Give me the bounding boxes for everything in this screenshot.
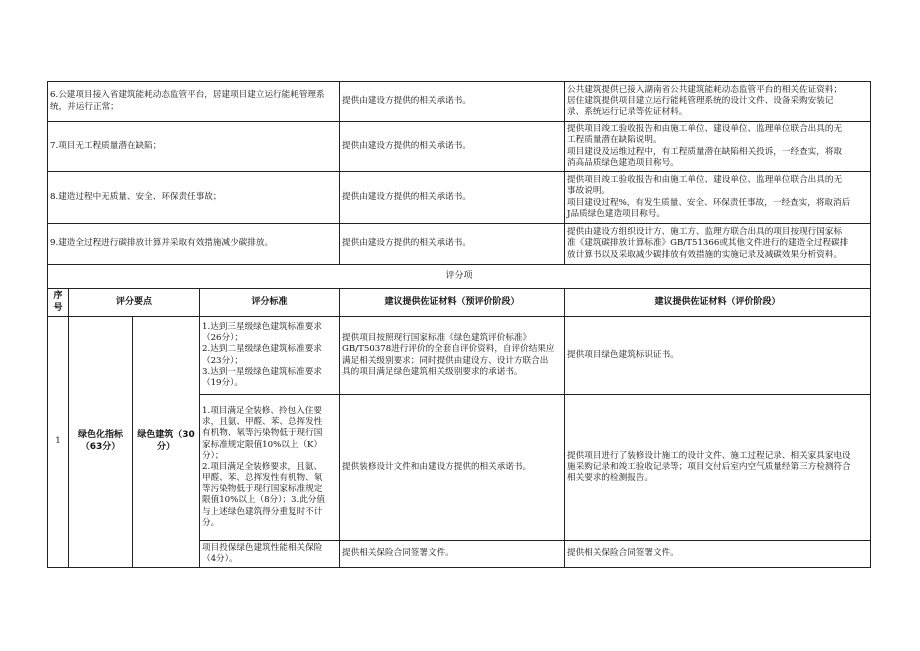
header-row <box>48 289 871 317</box>
score-criteria: 项目投保绿色建筑性能相关保险 （4分）。 <box>200 541 340 568</box>
score-subcategory: 绿色建筑（30分） <box>133 317 200 568</box>
score-criteria: 1.项目满足全装修、拎包入住要 求，且氨、甲醛、苯、总挥发性 有机物、氡等污染物低于现行国 家标准规定限值10%以上（K） 分）； 2.项目满足全装修要求，且氨、 甲醛、苯、总挥发性有机物、氡 等污染物低于现行国家标准规定 限值10%以上（8分）；3.此分值 与上述绿色建筑得分重复时不计 分。 <box>200 395 340 541</box>
prereq-row <box>48 82 871 122</box>
header-pre: 建议提供佐证材料（预评价阶段） <box>340 289 565 317</box>
score-row <box>48 317 871 395</box>
prereq-pre-evidence: 提供由建设方提供的相关承诺书。 <box>340 82 565 122</box>
prereq-item: 7.项目无工程质量潜在缺陷； <box>48 122 340 172</box>
score-pre-evidence: 提供相关保险合同签署文件。 <box>340 541 565 568</box>
header-eval: 建议提供佐证材料（评价阶段） <box>565 289 871 317</box>
score-pre-evidence: 提供项目按照现行国家标准《绿色建筑评价标准》 GB/T50378进行评价的全套自评价资料，自评价结果应 满足相关级别要求；同时提供由建设方、设计方联合出 具的项目满足绿色建筑相关级别要求的承诺书。 <box>340 317 565 395</box>
prereq-pre-evidence: 提供由建设方提供的相关承诺书。 <box>340 122 565 172</box>
prereq-eval-evidence: 提供由建设方组织设计方、施工方、监理方联合出具的项目按现行国家标 准《建筑碳排放计算标准》GB/T51366或其他文件进行的建造全过程碳排 放计算书以及采取减少碳排放有效措施的实施记录及减碳效果分析资料。 <box>565 224 871 265</box>
criteria-table <box>47 81 871 568</box>
header-points: 评分要点 <box>69 289 200 317</box>
prereq-eval-evidence: 提供项目竣工验收报告和由施工单位、建设单位、监理单位联合出具的无 事故说明。 项目建设过程%，有发生质量、安全、环保责任事故，一经查实，将取消后 J品质绿色建造项目称号。 <box>565 172 871 224</box>
score-category: 绿色化指标（63分） <box>69 317 133 568</box>
score-eval-evidence: 提供相关保险合同签署文件。 <box>565 541 871 568</box>
header-seq: 序号 <box>48 289 69 317</box>
score-eval-evidence: 提供项目绿色建筑标识证书。 <box>565 317 871 395</box>
prereq-row <box>48 172 871 224</box>
prereq-item: 8.建造过程中无质量、安全、环保责任事故； <box>48 172 340 224</box>
prereq-pre-evidence: 提供由建设方提供的相关承诺书。 <box>340 172 565 224</box>
prereq-row <box>48 122 871 172</box>
prereq-eval-evidence: 提供项目竣工验收报告和由施工单位、建设单位、监理单位联合出具的无 工程质量潜在缺陷说明。 项目建设及运维过程中，有工程质量潜在缺陷相关投诉，一经查实，将取 消高品质绿色建造项目称号。 <box>565 122 871 172</box>
score-criteria: 1.达到三星级绿色建筑标准要求 （26分）； 2.达到二星级绿色建筑标准要求 （23分）； 3.达到一星级绿色建筑标准要求 （19分）。 <box>200 317 340 395</box>
header-criteria: 评分标准 <box>200 289 340 317</box>
prereq-row <box>48 224 871 265</box>
prereq-item: 9.建造全过程进行碳排放计算并采取有效措施减少碳排放。 <box>48 224 340 265</box>
score-pre-evidence: 提供装修设计文件和由建设方提供的相关承诺书。 <box>340 395 565 541</box>
section-title-row <box>48 265 871 289</box>
prereq-pre-evidence: 提供由建设方提供的相关承诺书。 <box>340 224 565 265</box>
score-eval-evidence: 提供项目进行了装修设计施工的设计文件、施工过程记录、相关家具家电设 施采购记录和竣工验收记录等；项目交付后室内空气质量经第三方检测符合 相关要求的检测报告。 <box>565 395 871 541</box>
section-title: 评分项 <box>48 265 871 289</box>
score-seq: 1 <box>48 317 69 568</box>
prereq-eval-evidence: 公共建筑提供已接入湖南省公共建筑能耗动态监管平台的相关佐证资料； 居住建筑提供项目建立运行能耗管理系统的设计文件、设备采购安装记 录、系统运行记录等佐证材料。 <box>565 82 871 122</box>
prereq-item: 6.公建项目接入省建筑能耗动态监管平台，居建项目建立运行能耗管理系统，并运行正常； <box>48 82 340 122</box>
